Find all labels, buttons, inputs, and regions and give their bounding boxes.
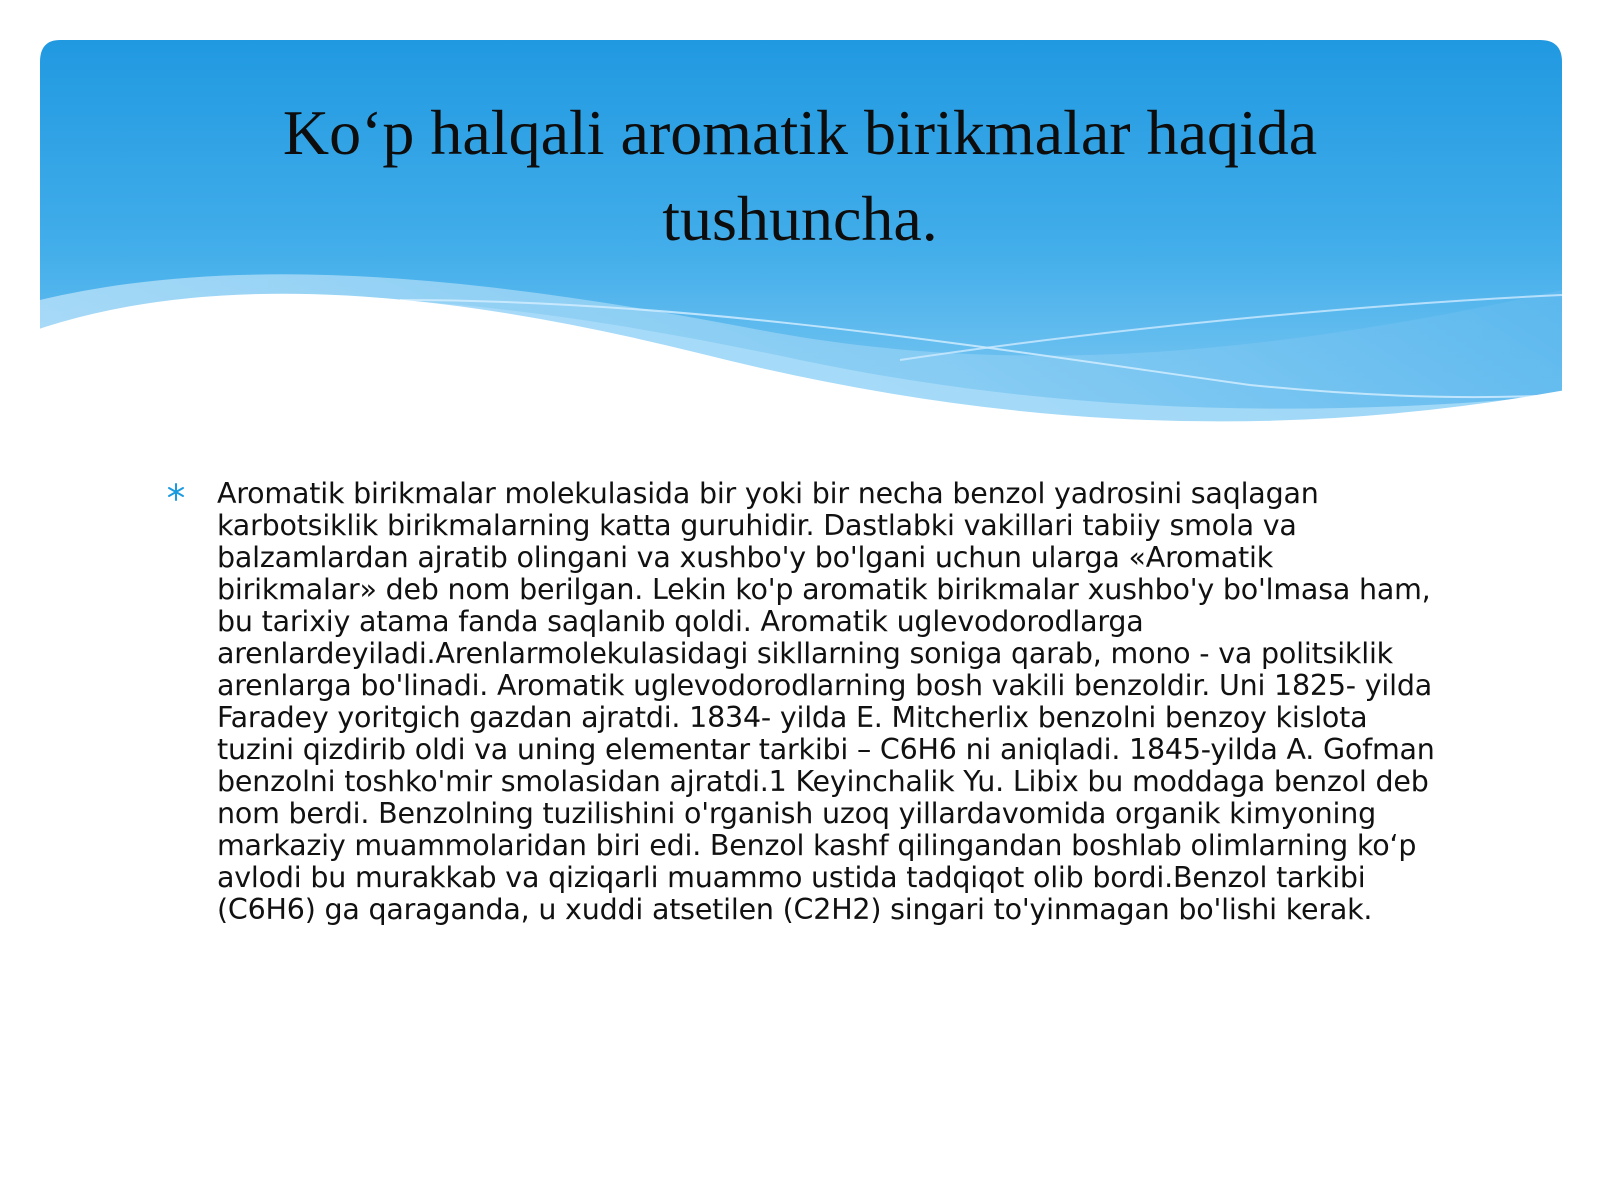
- list-item: [166, 478, 1436, 926]
- bullet-text: Aromatik birikmalar molekulasida bir yoki bir necha benzol yadrosini saqlagan karbotsiklik birikmalarning katta guruhidir. Dastlabki vakillari tabiiy smola va balzamlardan ajratib olingani va xushbo'y bo'lgani uchun ularga «Aromatik birikmalar» deb nom berilgan. Lekin ko'p aromatik birikmalar xushbo'y bo'lmasa ham, bu tarixiy atama fanda saqlanib qoldi. Aromatik uglevodorodlarga arenlardeyiladi.Arenlarmolekulasidagi sikllarning soniga qarab, mono - va politsiklik arenlarga bo'linadi. Aromatik uglevodorodlarning bosh vakili benzoldir. Uni 1825- yilda Faradey yoritgich gazdan ajratdi. 1834- yilda E. Mitcherlix benzolni benzoy kislota tuzini qizdirib oldi va uning elementar tarkibi – C6H6 ni aniqladi. 1845-yilda A. Gofman benzolni toshko'mir smolasidan ajratdi.1 Keyinchalik Yu. Libix bu moddaga benzol deb nom berdi. Benzolning tuzilishini o'rganish uzoq yillardavomida organik kimyoning markaziy muammolaridan biri edi. Benzol kashf qilingandan boshlab olimlarning ko‘p avlodi bu murakkab va qiziqarli muammo ustida tadqiqot olib bordi.Benzol tarkibi (C6H6) ga qaraganda, u xuddi atsetilen (C2H2) singari to'yinmagan bo'lishi kerak.: [217, 477, 1435, 926]
- asterisk-icon: [166, 482, 186, 502]
- slide-title: Ko‘p halqali aromatik birikmalar haqida tushuncha.: [282, 97, 1318, 254]
- bullet-list: [166, 478, 1436, 926]
